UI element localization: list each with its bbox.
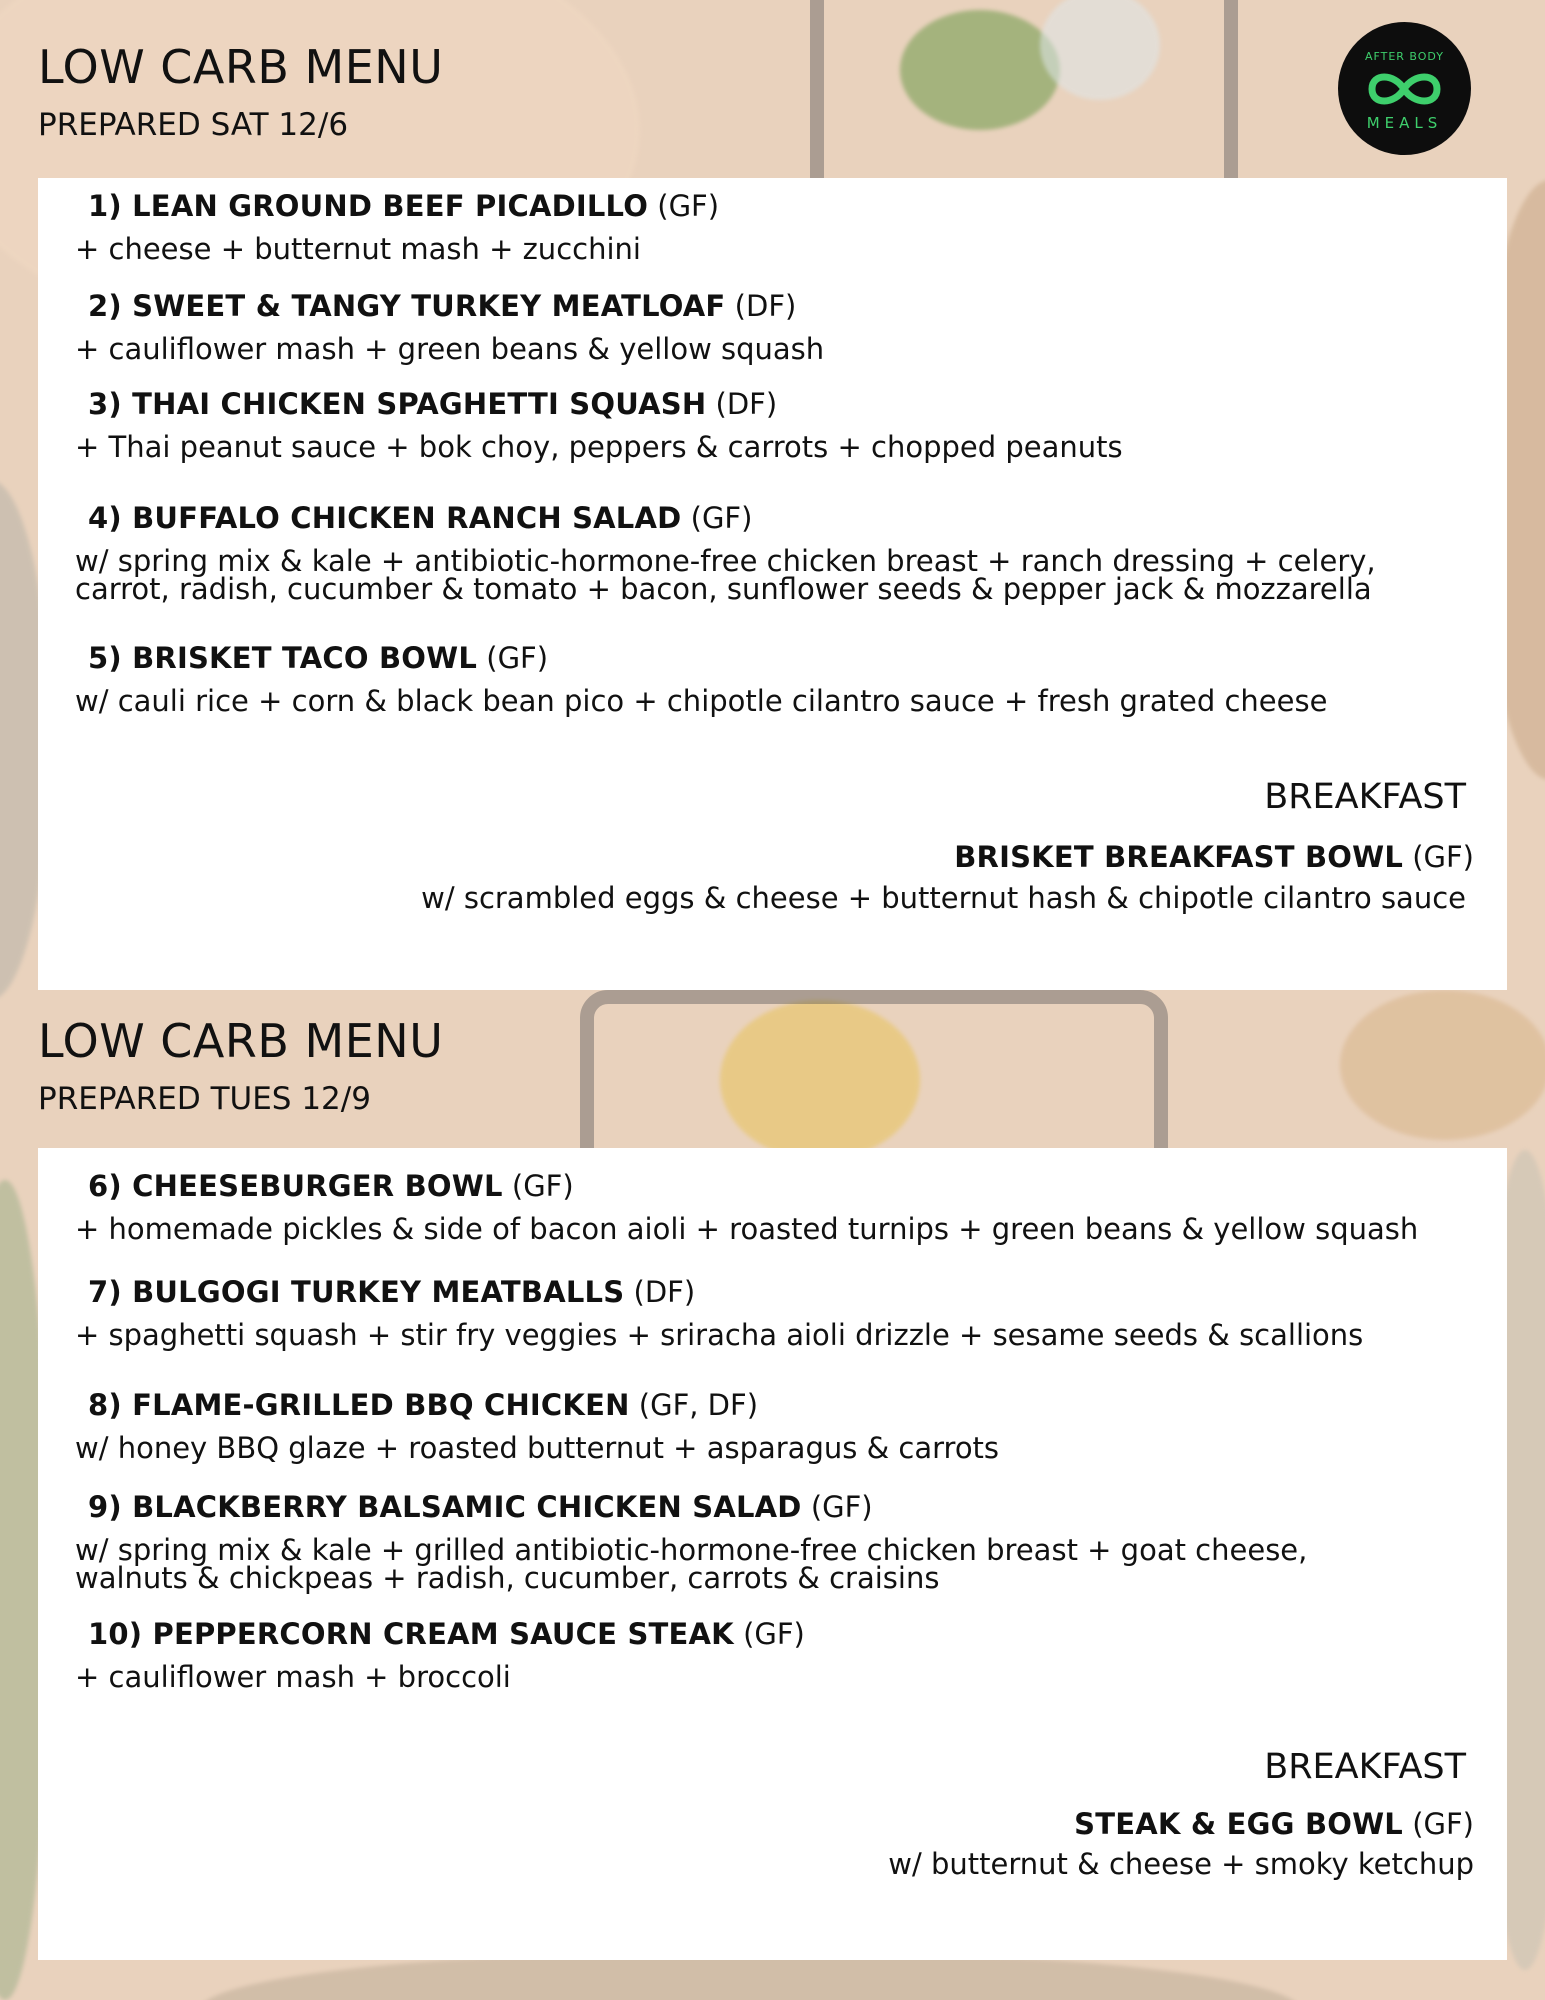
item-name: STEAK & EGG BOWL [1074,1807,1403,1841]
item-name: 10) PEPPERCORN CREAM SAUCE STEAK [88,1617,734,1651]
breakfast-item-title [1074,1807,1474,1841]
diet-tag: (GF, DF) [638,1388,759,1422]
infinity-icon [1364,68,1445,110]
diet-tag: (DF) [715,387,778,421]
diet-tag: (GF) [657,189,720,223]
item-description: w/ spring mix & kale + grilled antibiotic-hormone-free chicken breast + goat cheese, walnuts & chickpeas + radish, cucumber, carrots & craisins [75,1533,1308,1595]
menu-item [38,641,1468,718]
item-name: 4) BUFFALO CHICKEN RANCH SALAD [88,501,682,535]
menu-prepared-date: PREPARED TUES 12/9 [38,1081,371,1117]
menu-item [38,501,1468,606]
item-name: 3) THAI CHICKEN SPAGHETTI SQUASH [88,387,707,421]
diet-tag: (GF) [690,501,753,535]
item-name: 7) BULGOGI TURKEY MEATBALLS [88,1275,625,1309]
diet-tag: (DF) [734,289,797,323]
item-description: + cauliflower mash + green beans & yellow squash [75,332,825,366]
item-description: w/ cauli rice + corn & black bean pico + chipotle cilantro sauce + fresh grated cheese [75,684,1328,718]
breakfast-item-title [954,840,1474,874]
menu-item [38,189,1468,266]
item-name: 9) BLACKBERRY BALSAMIC CHICKEN SALAD [88,1490,802,1524]
after-body-meals-logo [1338,22,1471,155]
menu-item [38,1617,1468,1694]
breakfast-item-description: w/ scrambled eggs & cheese + butternut hash & chipotle cilantro sauce [421,881,1466,915]
item-description: + cheese + butternut mash + zucchini [75,232,641,266]
diet-tag: (GF) [1412,840,1474,874]
breakfast-item-description: w/ butternut & cheese + smoky ketchup [888,1847,1474,1881]
menu-header-1 [38,40,444,143]
breakfast-label: BREAKFAST [1264,777,1466,817]
menu-item [38,1388,1468,1465]
diet-tag: (DF) [633,1275,696,1309]
menu-prepared-date: PREPARED SAT 12/6 [38,107,349,143]
item-name: 5) BRISKET TACO BOWL [88,641,478,675]
menu-title: LOW CARB MENU [38,40,444,94]
menu-item [38,289,1468,366]
item-name: 1) LEAN GROUND BEEF PICADILLO [88,189,649,223]
menu-item [38,1169,1468,1246]
logo-top-text: AFTER BODY [1364,50,1445,63]
diet-tag: (GF) [511,1169,574,1203]
item-description: w/ spring mix & kale + antibiotic-hormone-free chicken breast + ranch dressing + celery, carrot, radish, cucumber & tomato + bacon, sunflower seeds & pepper jack & mozzarella [75,544,1376,606]
menu-item [38,387,1468,464]
item-name: BRISKET BREAKFAST BOWL [954,840,1403,874]
menu-card-1 [38,178,1507,990]
item-description: + homemade pickles & side of bacon aioli + roasted turnips + green beans & yellow squash [75,1212,1419,1246]
item-description: + spaghetti squash + stir fry veggies + sriracha aioli drizzle + sesame seeds & scallions [75,1318,1364,1352]
menu-item [38,1275,1468,1352]
item-description: + cauliflower mash + broccoli [75,1660,511,1694]
diet-tag: (GF) [810,1490,873,1524]
diet-tag: (GF) [1412,1807,1474,1841]
item-name: 8) FLAME-GRILLED BBQ CHICKEN [88,1388,630,1422]
item-name: 2) SWEET & TANGY TURKEY MEATLOAF [88,289,726,323]
menu-header-2 [38,1014,444,1117]
item-name: 6) CHEESEBURGER BOWL [88,1169,503,1203]
logo-bottom-text: MEALS [1366,114,1443,132]
menu-card-2 [38,1148,1507,1960]
breakfast-label: BREAKFAST [1264,1747,1466,1787]
item-description: w/ honey BBQ glaze + roasted butternut + asparagus & carrots [75,1431,1000,1465]
diet-tag: (GF) [743,1617,805,1651]
item-description: + Thai peanut sauce + bok choy, peppers & carrots + chopped peanuts [75,430,1123,464]
diet-tag: (GF) [486,641,549,675]
menu-item [38,1490,1468,1595]
menu-title: LOW CARB MENU [38,1014,444,1068]
